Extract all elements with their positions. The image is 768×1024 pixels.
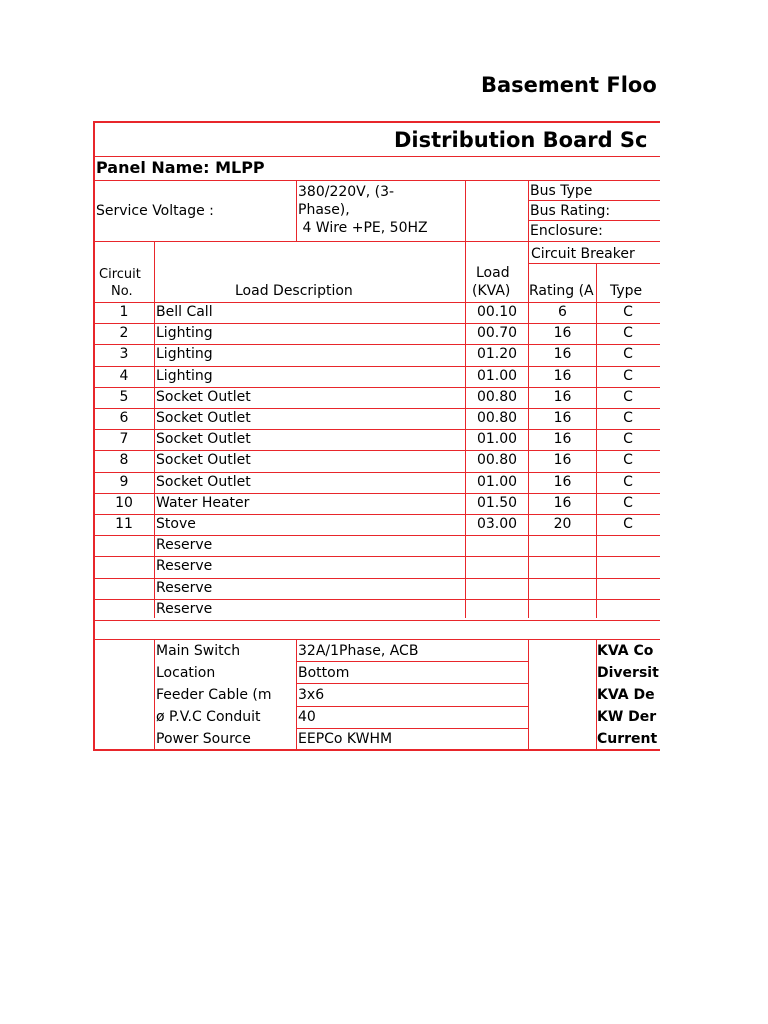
header-circuit-line1: Circuit (99, 267, 141, 282)
circuit-number: 9 (119, 473, 129, 490)
load-description: Stove (156, 516, 196, 532)
grid-hline (93, 639, 660, 640)
grid-hline (93, 344, 660, 345)
footer-value: 32A/1Phase, ACB (298, 643, 419, 659)
grid-hline (93, 387, 660, 388)
breaker-rating: 16 (553, 431, 572, 448)
footer-value: 40 (298, 709, 316, 725)
breaker-rating: 16 (553, 473, 572, 490)
grid-hline (93, 450, 660, 451)
grid-hline (93, 535, 660, 536)
footer-right-label: Diversit (597, 665, 659, 681)
breaker-type: C (623, 346, 633, 363)
grid-hline (93, 156, 660, 157)
grid-hline (93, 556, 660, 557)
enclosure-label: Enclosure: (530, 223, 603, 239)
grid-hline (93, 180, 660, 181)
footer-value: Bottom (298, 665, 350, 681)
header-circuit-breaker: Circuit Breaker (531, 246, 635, 262)
grid-hline (93, 578, 660, 579)
breaker-type: C (623, 304, 633, 320)
breaker-rating: 16 (553, 325, 572, 342)
breaker-rating: 16 (553, 346, 572, 363)
load-kva: 00.80 (476, 452, 518, 469)
grid-hline (93, 472, 660, 473)
grid-hline (93, 302, 660, 303)
load-description: Socket Outlet (156, 452, 251, 469)
grid-vline (465, 241, 466, 618)
footer-right-label: KVA Co (597, 643, 654, 659)
breaker-rating: 16 (553, 410, 572, 426)
load-kva: 01.00 (476, 367, 518, 384)
header-load-line1: Load (476, 265, 510, 281)
footer-label: Main Switch (156, 643, 241, 659)
panel-name: Panel Name: MLPP (96, 158, 265, 177)
circuit-number: 5 (119, 388, 129, 405)
grid-vline (528, 180, 529, 241)
grid-hline (528, 263, 660, 264)
grid-hline (93, 241, 660, 242)
grid-vline (465, 180, 466, 241)
header-rating: Rating (A (529, 283, 594, 299)
grid-hline (296, 728, 528, 729)
grid-hline (93, 408, 660, 409)
grid-hline (528, 220, 660, 221)
load-description: Reserve (156, 600, 213, 617)
header-type: Type (610, 283, 643, 299)
load-kva: 00.70 (476, 325, 518, 342)
breaker-type: C (623, 388, 633, 405)
footer-label: Power Source (156, 731, 251, 747)
page-crop-edge (660, 0, 768, 1024)
load-kva: 01.50 (476, 494, 518, 511)
grid-vline (528, 241, 529, 618)
load-description: Lighting (156, 346, 213, 363)
grid-vline (296, 639, 297, 750)
breaker-type: C (623, 516, 633, 532)
circuit-number: 1 (119, 304, 129, 320)
load-kva: 00.80 (476, 388, 518, 405)
grid-hline (93, 323, 660, 324)
grid-hline (296, 683, 528, 684)
breaker-type: C (623, 410, 633, 426)
breaker-rating: 20 (553, 516, 572, 532)
grid-hline (93, 429, 660, 430)
circuit-number: 8 (119, 452, 129, 469)
header-load-description: Load Description (235, 283, 353, 299)
footer-label: Location (156, 665, 216, 681)
breaker-type: C (623, 367, 633, 384)
footer-label: ø P.V.C Conduit (156, 709, 261, 725)
grid-vline (596, 263, 597, 618)
load-description: Socket Outlet (156, 431, 251, 448)
load-description: Bell Call (156, 304, 213, 320)
load-description: Socket Outlet (156, 388, 251, 405)
footer-label: Feeder Cable (m (156, 687, 272, 703)
service-voltage-line2: Phase), (298, 202, 350, 218)
page-title: Basement Floo (481, 73, 657, 97)
load-description: Reserve (156, 558, 213, 575)
load-description: Lighting (156, 367, 213, 384)
header-load-line2: (KVA) (472, 283, 511, 299)
grid-hline (93, 749, 660, 751)
grid-hline (93, 620, 660, 621)
grid-vline (154, 639, 155, 750)
breaker-type: C (623, 325, 633, 342)
load-kva: 00.10 (476, 304, 518, 320)
breaker-rating: 16 (553, 367, 572, 384)
board-title: Distribution Board Sc (394, 128, 648, 152)
grid-vline (296, 180, 297, 241)
service-voltage-line1: 380/220V, (3- (298, 184, 395, 200)
grid-vline (93, 121, 95, 750)
grid-vline (154, 241, 155, 618)
service-voltage-label: Service Voltage : (96, 203, 214, 219)
grid-vline (528, 639, 529, 750)
grid-hline (528, 200, 660, 201)
grid-hline (93, 514, 660, 515)
breaker-type: C (623, 452, 633, 469)
grid-hline (93, 121, 660, 123)
breaker-type: C (623, 473, 633, 490)
load-description: Socket Outlet (156, 410, 251, 426)
circuit-number: 11 (115, 516, 133, 532)
load-kva: 01.20 (476, 346, 518, 363)
circuit-number: 7 (119, 431, 129, 448)
load-kva: 00.80 (476, 410, 518, 426)
circuit-number: 6 (119, 410, 129, 426)
circuit-number: 4 (119, 367, 129, 384)
load-kva: 01.00 (476, 473, 518, 490)
grid-hline (296, 661, 528, 662)
load-description: Lighting (156, 325, 213, 342)
load-description: Reserve (156, 537, 213, 554)
header-circuit-line2: No. (111, 284, 133, 299)
footer-right-label: KW Der (597, 709, 657, 725)
breaker-rating: 16 (553, 452, 572, 469)
footer-right-label: Current (597, 731, 658, 747)
grid-hline (296, 706, 528, 707)
load-description: Socket Outlet (156, 473, 251, 490)
footer-right-label: KVA De (597, 687, 655, 703)
load-kva: 01.00 (476, 431, 518, 448)
breaker-rating: 16 (553, 388, 572, 405)
breaker-rating: 6 (558, 304, 567, 320)
circuit-number: 3 (119, 346, 129, 363)
grid-vline (596, 639, 597, 750)
grid-hline (93, 493, 660, 494)
load-kva: 03.00 (476, 516, 518, 532)
footer-value: 3x6 (298, 687, 325, 703)
grid-hline (93, 599, 660, 600)
load-description: Water Heater (156, 494, 250, 511)
breaker-rating: 16 (553, 494, 572, 511)
footer-value: EEPCo KWHM (298, 731, 393, 747)
circuit-number: 2 (119, 325, 129, 342)
bus-type-label: Bus Type (530, 183, 593, 199)
breaker-type: C (623, 494, 633, 511)
grid-hline (93, 366, 660, 367)
bus-rating-label: Bus Rating: (530, 203, 611, 219)
circuit-number: 10 (115, 494, 133, 511)
service-voltage-line3: 4 Wire +PE, 50HZ (298, 220, 428, 236)
breaker-type: C (623, 431, 633, 448)
load-description: Reserve (156, 579, 213, 596)
